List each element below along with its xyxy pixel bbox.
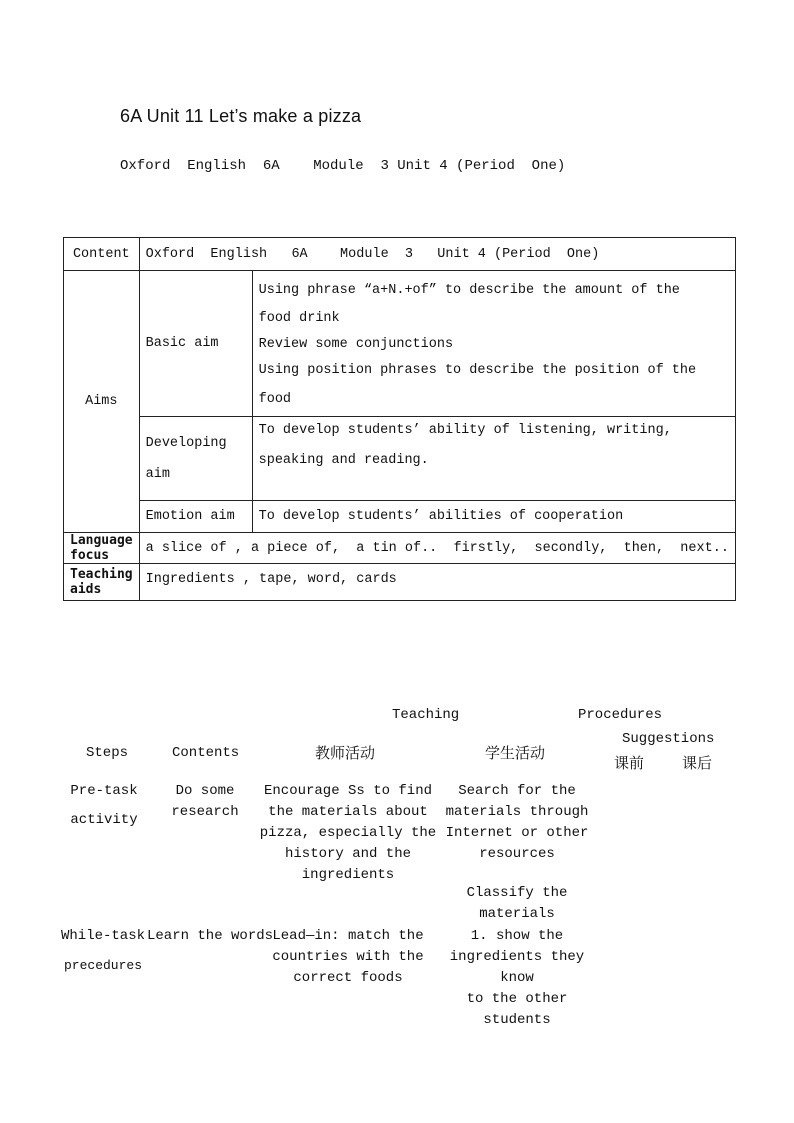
content-value: Oxford English 6A Module 3 Unit 4 (Period One) xyxy=(139,238,735,271)
teacher-line: Encourage Ss to find xyxy=(263,783,433,799)
student-line: 1. show the xyxy=(470,928,564,944)
teacher-line: pizza, especially the xyxy=(259,825,437,841)
developing-aim-line: speaking and reading. xyxy=(258,453,429,468)
col-teacher-activity: 教师活动 xyxy=(315,744,376,762)
col-before-class: 课前 xyxy=(614,754,645,772)
table-row xyxy=(64,533,736,564)
table-row xyxy=(64,238,736,271)
col-student-activity: 学生活动 xyxy=(485,744,546,762)
basic-aim-line: Using position phrases to describe the position of the xyxy=(258,363,697,378)
col-steps: Steps xyxy=(86,745,129,761)
student-line: Classify the xyxy=(466,885,568,901)
page-title: 6A Unit 11 Let’s make a pizza xyxy=(120,106,362,126)
student-line: materials xyxy=(479,906,555,922)
developing-aim-value xyxy=(252,417,735,501)
teaching-aids-label: Teaching aids xyxy=(64,564,140,601)
content-line: Do some xyxy=(175,783,235,799)
developing-aim-label-line: Developing xyxy=(145,435,227,451)
basic-aim-line: Using phrase “a+N.+of” to describe the amount of the xyxy=(258,283,680,298)
teacher-line: countries with the xyxy=(272,949,424,965)
basic-aim-line: Review some conjunctions xyxy=(258,337,454,352)
student-activity-cell xyxy=(432,781,602,865)
table-row xyxy=(64,501,736,533)
basic-aim-line: food xyxy=(258,392,292,407)
language-focus-label: Language focus xyxy=(64,533,140,564)
content-cell xyxy=(160,781,250,823)
teacher-line: ingredients xyxy=(301,867,395,883)
content-cell: Learn the words xyxy=(147,928,274,944)
teacher-activity-cell xyxy=(262,926,434,989)
emotion-aim-label: Emotion aim xyxy=(139,501,252,533)
table-row xyxy=(64,271,736,417)
developing-aim-line: To develop students’ ability of listening, writing, xyxy=(258,423,672,438)
step-line: While-task xyxy=(60,928,145,944)
page-subtitle: Oxford English 6A Module 3 Unit 4 (Period One) xyxy=(120,158,566,174)
language-focus-value: a slice of , a piece of, a tin of.. firstly, secondly, then, next.. xyxy=(139,533,735,564)
student-line: resources xyxy=(479,846,555,862)
step-line: activity xyxy=(70,812,138,828)
step-line: precedures xyxy=(63,958,142,973)
col-after-class: 课后 xyxy=(682,754,713,772)
developing-aim-label-line: aim xyxy=(145,466,170,482)
student-activity-cell xyxy=(432,883,602,925)
teacher-line: history and the xyxy=(284,846,412,862)
student-line: ingredients they know xyxy=(449,949,585,986)
lesson-plan-table xyxy=(63,237,736,601)
teacher-line: correct foods xyxy=(293,970,403,986)
heading-procedures: Procedures xyxy=(578,707,663,723)
basic-aim-value xyxy=(252,271,735,417)
teaching-aids-value: Ingredients , tape, word, cards xyxy=(139,564,735,601)
content-line: research xyxy=(171,804,239,820)
student-line: Search for the xyxy=(458,783,576,799)
teacher-line: Lead—in: match the xyxy=(272,928,424,944)
student-line: Internet or other xyxy=(445,825,589,841)
step-pre-task xyxy=(60,781,148,839)
basic-aim-label: Basic aim xyxy=(139,271,252,417)
content-label: Content xyxy=(64,238,140,271)
col-suggestions: Suggestions xyxy=(622,731,715,747)
student-line: materials through xyxy=(445,804,589,820)
table-row xyxy=(64,417,736,501)
col-contents: Contents xyxy=(172,745,240,761)
step-line: Pre-task xyxy=(70,783,138,799)
heading-teaching: Teaching xyxy=(392,707,460,723)
table-row xyxy=(64,564,736,601)
emotion-aim-value: To develop students’ abilities of cooperation xyxy=(252,501,735,533)
teacher-activity-cell xyxy=(258,781,438,886)
student-line: to the other students xyxy=(466,991,568,1028)
developing-aim-label xyxy=(139,417,252,501)
basic-aim-line: food drink xyxy=(258,311,340,326)
aims-label: Aims xyxy=(64,271,140,533)
student-activity-cell xyxy=(432,926,602,1031)
teacher-line: the materials about xyxy=(268,804,428,820)
step-while-task xyxy=(58,926,148,986)
